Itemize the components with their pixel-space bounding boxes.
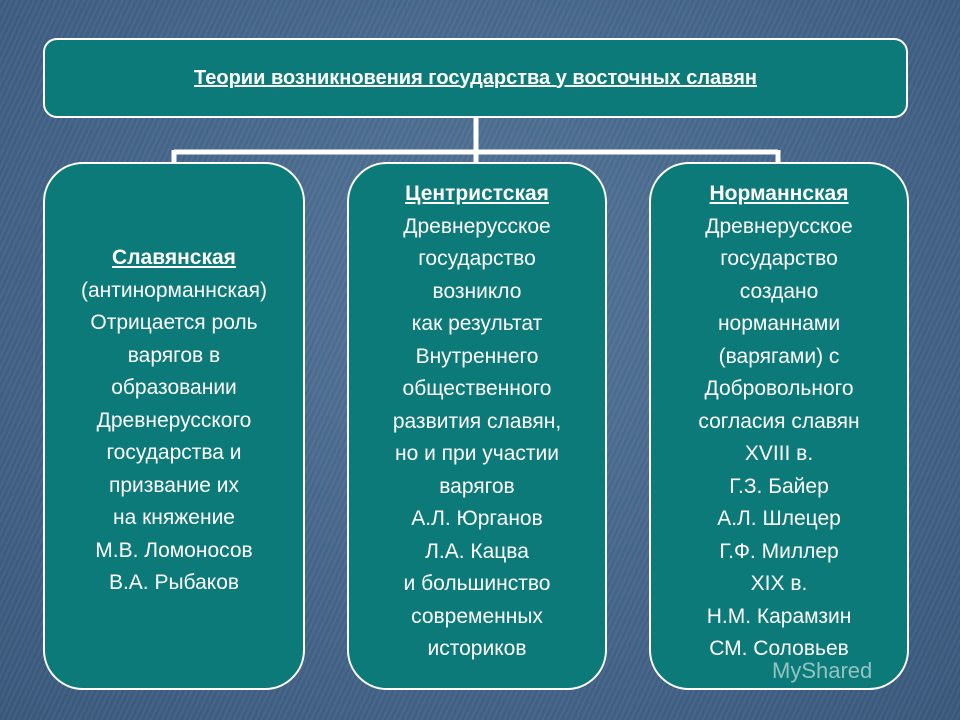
card-text-line: Древнерусское bbox=[705, 214, 853, 238]
card-text-line: призвание их bbox=[108, 473, 240, 497]
card-text-line: (варягами) с bbox=[718, 344, 840, 368]
card-text-line: и большинство bbox=[403, 572, 551, 595]
card-text-line: СМ. Соловьев bbox=[709, 637, 849, 660]
card-text-line: Древнерусского bbox=[96, 408, 252, 432]
card-text-line: государство bbox=[720, 247, 838, 270]
card-text-line: варягов bbox=[439, 474, 515, 498]
card-text-line: создано bbox=[739, 279, 819, 303]
card-heading: Славянская bbox=[112, 246, 236, 269]
card-text-line: государство bbox=[418, 247, 536, 270]
card-slavic-theory bbox=[43, 162, 305, 690]
card-text-line: образовании bbox=[111, 376, 237, 399]
card-text-line: возникло bbox=[432, 279, 522, 303]
card-text-line: историков bbox=[427, 637, 527, 660]
card-text-line: Древнерусское bbox=[403, 214, 551, 238]
card-text-line: Г.З. Байер bbox=[729, 474, 829, 498]
card-text-line: Отрицается роль bbox=[90, 311, 258, 334]
card-text-line: но и при участии bbox=[395, 442, 559, 465]
diagram-title: Теории возникновения государства у восточных славян bbox=[194, 66, 757, 89]
card-text-line: М.В. Ломоносов bbox=[95, 538, 253, 562]
card-text-line: В.А. Рыбаков bbox=[108, 571, 240, 594]
card-text-line: на княжение bbox=[112, 506, 235, 529]
card-text-line: Г.Ф. Миллер bbox=[719, 539, 839, 563]
card-text-line: XVIII в. bbox=[744, 442, 814, 465]
card-text-line: как результат bbox=[411, 312, 543, 335]
card-norman-theory bbox=[649, 162, 909, 690]
card-text-line: Добровольного bbox=[704, 377, 854, 400]
card-text-line: (антинорманнская) bbox=[80, 278, 268, 302]
card-text-line: согласия славян bbox=[698, 409, 860, 433]
card-text-line: варягов в bbox=[127, 343, 221, 367]
card-text-line: общественного bbox=[402, 377, 552, 400]
card-text-line: норманнами bbox=[717, 312, 841, 335]
title-box bbox=[43, 38, 908, 118]
card-text-line: А.Л. Шлецер bbox=[717, 507, 841, 530]
card-text-line: государства и bbox=[106, 441, 242, 464]
card-centrist-theory bbox=[347, 162, 607, 690]
watermark-logo: MyShared bbox=[772, 658, 873, 683]
card-text-line: современных bbox=[411, 604, 543, 628]
card-text-line: Л.А. Кацва bbox=[425, 539, 529, 563]
card-text-line: развития славян, bbox=[392, 409, 562, 433]
card-heading: Центристская bbox=[405, 182, 549, 205]
card-text-line: А.Л. Юрганов bbox=[411, 507, 543, 530]
card-text-line: Внутреннего bbox=[415, 344, 539, 368]
card-text-line: Н.М. Карамзин bbox=[706, 604, 852, 628]
card-heading: Норманнская bbox=[709, 182, 849, 205]
card-text-line: XIX в. bbox=[750, 572, 808, 595]
